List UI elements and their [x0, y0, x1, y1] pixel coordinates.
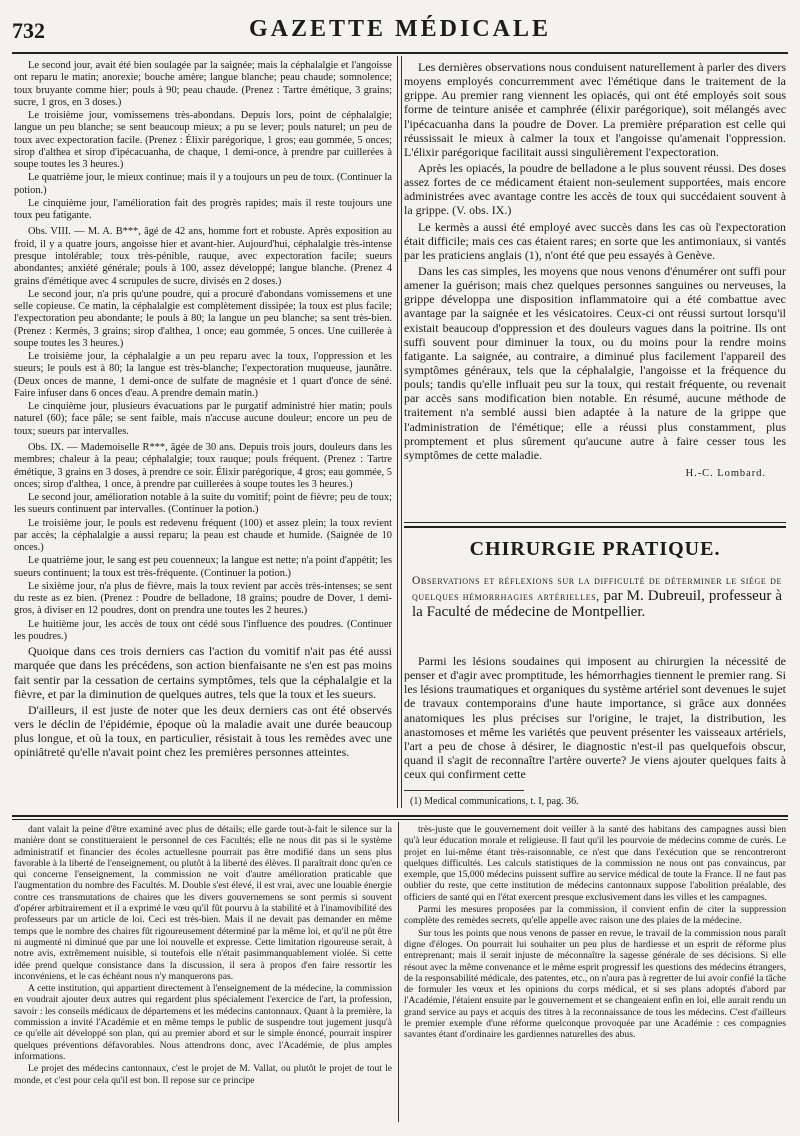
paragraph: D'ailleurs, il est juste de noter que les deux derniers cas ont été observés vers le déclin de l'épidémie, époque où la maladie avait une durée beaucoup plus longue, et où la toux, en particulier, résistait à tous les remèdes avec une opiniâtreté qu'elle n'avait point chez les premières personnes atteintes. — [14, 702, 392, 760]
footnote-rule — [404, 790, 524, 791]
footnote: (1) Medical communications, t. I, pag. 36. — [410, 796, 579, 807]
paragraph: très-juste que le gouvernement doit veiller à la santé des habitans des campagnes aussi bien qu'à leur éducation morale et religieuse. Il faut qu'il les pourvoie de médecins comme de curés. Le projet en lui-même étant très-raisonnable, ce n'est que dans l'exécution que se rencontreront quelques difficultés. Les calculs statistiques de la commission ne nous ont pas convaincus, par exemple, que 15,000 médecins puissent suffire au service médical de toute la France. Il ne faut pas oublier du reste, que cette institution de médecins cantonnaux suppose l'abolition préalable, des officiers de santé qui en l'état exercent presque exclusivement dans les villes et les campagnes. — [404, 824, 786, 903]
paragraph: Sur tous les points que nous venons de passer en revue, le travail de la commission nous paraît digne d'éloges. On pourrait lui souhaiter un peu plus de hardiesse et un esprit de réforme plus entreprenant; mais il serait injuste de méconnaître la sagesse générale de ses décisions. Si elle résout avec la même convenance et le même esprit progressif les questions des médecins étrangers, de la responsabilité médicale, des patentes, etc., on n'aura pas à regretter de lui avoir confié la tâche de formuler les vœux et les opinions du corps médical, et si ses plans adoptés d'abord par l'Académie, l'étaient ensuite par le gouvernement et se changeaient enfin en loi, elle aurait rendu un grand service au pays et acquis des titres à la reconnaissance de tous les médecins. C'est d'ailleurs le premier exemple d'une réforme quelconque provoquée par une Académie : ces compagnies savantes étant d'ordinaire les gardiennes naturelles des abus. — [404, 927, 786, 1041]
article-title — [412, 574, 782, 621]
paragraph: Quoique dans ces trois derniers cas l'action du vomitif n'ait pas été aussi marquée que dans les précédens, son action bienfaisante ne s'en est pas moins fait sentir par la cessation de certains symptômes, tels que la céphalalgie et la fièvre, et par la diminution de quelques autres, tels que la toux et les sueurs. — [14, 644, 392, 701]
paragraph: Le huitième jour, les accès de toux ont cédé sous l'influence des poudres. (Continuer les poudres.) — [14, 618, 392, 642]
article-title-text: Observations et réflexions sur la difficulté de déterminer le siége de quelques hémorrhagies artérielles, — [412, 575, 782, 603]
author-signature: H.-C. Lombard. — [685, 467, 766, 479]
paragraph: Les dernières observations nous conduisent naturellement à parler des divers moyens employés concurremment avec l'émétique dans le traitement de la grippe. Au premier rang viennent les opiacés, qui ont été employés soit sous forme de teinture anisée et camphrée (élixir parégorique), soit mélangés avec l'ipécacuanha dans la poudre de Dover. La première préparation est celle qui réussissait le mieux à calmer la toux et l'angoisse qu'amenait l'oppression. L'élixir parégorique facilitait aussi singulièrement l'expectoration. — [404, 60, 786, 159]
article-author: par M. Dubreuil, professeur à la Faculté de médecine de Montpellier. — [412, 588, 782, 620]
paragraph: A cette institution, qui appartient directement à l'enseignement de la médecine, la commission en voudrait ajouter deux autres qui regardent plus spécialement l'exercice de l'art, la profession, savoir : les conseils médicaux de départemens et les médecins cantonnaux. Quant à la première, la commission a invité l'Académie et en même temps le public de suspendre tout jugement jusqu'à ce qu'elle ait développé son plan, qui au premier abord et sur le simple énoncé, pourrait inspirer quelques préventions défavorables. Nous attendrons donc, avec l'Académie, de plus amples informations. — [14, 983, 392, 1062]
paragraph: Le quatrième jour, le mieux continue; mais il y a toujours un peu de toux. (Continuer la potion.) — [14, 172, 392, 196]
paragraph: Le sixième jour, n'a plus de fièvre, mais la toux revient par accès très-intenses; se sent du reste as ez bien. (Prenez : Poudre de belladone, 18 grains; poudre de Dover, 1 demi-gros, à diviser en 12 poudres, dont on prendra une toutes les 2 heures.) — [14, 580, 392, 617]
paragraph: Le quatrième jour, le sang est peu couenneux; la langue est nette; n'a point d'appétit; les sueurs continuent; la toux est très-fréquente. (Continuer la potion.) — [14, 555, 392, 579]
right-column-top — [404, 60, 786, 481]
section-rule — [404, 522, 786, 523]
section-title: CHIRURGIE PRATIQUE. — [469, 538, 721, 560]
paragraph: Parmi les lésions soudaines qui imposent au chirurgien la nécessité de penser et d'agir avec promptitude, les hémorrhagies tiennent le premier rang. Si les lésions traumatiques et organiques du système artériel sont devenues le sujet de travaux contemporains d'une haute importance, si grâce aux données anatomiques les plus précises sur l'origine, le trajet, la distribution, les anastomoses et même les variétés que peuvent présenter les vaisseaux artériels, l'art a peu de chose à désirer, le diagnostic n'est-il pas quelquefois obscur, quand il s'agit de reconnaître l'artère ouverte? Je viens ajouter quelques faits à ceux qui confirment cette — [404, 654, 786, 782]
paragraph: Le second jour, amélioration notable à la suite du vomitif; point de fièvre; peu de toux; les sueurs continuent par intervalles. (Continuer la potion.) — [14, 492, 392, 516]
paragraph: Obs. IX. — Mademoiselle R***, âgée de 30 ans. Depuis trois jours, douleurs dans les membres; chaleur à la peau; céphalalgie; toux rauque; pouls fréquent. (Prenez : Tartre émétique, 3 grains en 3 doses, à prendre ce soir. Élixir parégorique, 4 gros; eau gommée, 5 onces; sirop d'althea, 1 once, à prendre par cuillerées à soupe toutes les 3 heures.) — [14, 441, 392, 490]
paragraph: Dans les cas simples, les moyens que nous venons d'énumérer ont suffi pour amener la guérison; mais chez quelques personnes sanguines ou nerveuses, la grippe développa une disposition inflammatoire qui a été combattue avec avantage par la saignée et les vésicatoires. Ceux-ci ont réussi surtout lorsqu'il existait beaucoup d'oppression et des douleurs vagues dans la poitrine. Ils ont suffi souvent pour diminuer la toux, ou du moins pour la rendre moins fatigante. La saignée, au contraire, a diminué plus facilement l'appareil des symptômes généraux, tels que la céphalalgie, l'angoisse et la fréquence du pouls; tandis qu'elle influait peu sur la toux, qui restait fréquente, ou revenait par accès sans modification bien notable. En résumé, aucune méthode de traitement n'a semblé aussi bien adaptée à la nature de la grippe que l'administration de l'émétique; elle a réussi plus constamment, plus promptement et plus sûrement qu'aucune autre à faire cesser tous les symptômes de cette maladie. — [404, 263, 786, 462]
paragraph: dant valait la peine d'être examiné avec plus de détails; elle garde tout-à-fait le silence sur la manière dont se constitueraient le personnel de ces Facultés; elle ne nous dit pas si le système administratif et financier des écoles actuellesne pourrait pas être modifié dans un sens plus favorable à la liberté de l'enseignement, ou plutôt à la liberté des élèves. Il paraîtrait donc qu'en ce qui concerne l'enseignement, la commission ne voit d'autre amélioration praticable que l'augmentation du nombre des Facultés. M. Double s'est élevé, il est vrai, avec une louable énergie contre ces transmutations de chaires que les divers gouvernemens se sont permis si souvent d'opérer arbitrairement et il a exprimé le vœu qu'il fût pourvu à la stabilité et à l'inamovibilité des professeurs par un article de loi. Ceci est très-bien. Mais il ne devait pas demander en même temps que le nombre des chaires fût rigoureusement déterminé par la même loi, et qu'il ne pût être ni augmenté ni diminué que par une loi nouvelle et expresse. Cette limitation rigoureuse serait, à notre avis, extrêmement nuisible, si toutefois elle n'était pasimmanquablement violée. Si cette idée prend quelque consistance dans la discussion, il sera à propos d'en faire ressortir les inconvéniens, et le cas échéant nous n'y manquerons pas. — [14, 824, 392, 982]
column-divider — [397, 56, 398, 808]
header-rule — [12, 52, 788, 54]
section-rule — [404, 526, 786, 528]
left-column-top — [14, 60, 392, 761]
column-divider — [401, 56, 402, 808]
paragraph: Le kermès a aussi été employé avec succès dans les cas où l'expectoration était difficile; mais ces cas étaient rares; en sorte que les antimoniaux, si vantés par les praticiens anglais (1), n'ont été que peu essayés à Genève. — [404, 219, 786, 262]
paragraph: Le second jour, avait été bien soulagée par la saignée; mais la céphalalgie et l'angoisse ont reparu le matin; anorexie; bouche amère; langue blanche; peau chaude; somnolence; toux bruyante comme hier; pouls à 90; peau chaude. (Prenez : Tartre émétique, 3 grains; sucre, 1 gros, en 3 doses.) — [14, 60, 392, 108]
paragraph: Le second jour, n'a pris qu'une poudre, qui a procuré d'abondans vomissemens et une selle copieuse. Ce matin, la céphalalgie est complètement dissipée; la toux est plus facile; l'expectoration peu abondante; le pouls à 80; la langue un peu blanche; sa sent très-bien. (Prenez : Kermès, 3 grains; sirop d'althea, 1 once; eau gommée, 5 onces. Une cuillerée à soupe toutes les 3 heures.) — [14, 288, 392, 349]
right-column-article — [404, 654, 786, 783]
bottom-right-column — [404, 824, 786, 1042]
column-divider — [398, 822, 399, 1122]
paragraph: Le troisième jour, le pouls est redevenu fréquent (100) et assez plein; la toux revient par accès; la céphalalgie a aussi reparu; la peau est chaude et humide. (Saignée de 10 onces.) — [14, 517, 392, 554]
paragraph: Le cinquième jour, plusieurs évacuations par le purgatif administré hier matin; pouls naturel (60); face pâle; se sent faible, mais n'accuse aucune douleur; encore un peu de toux; sueurs par intervalles. — [14, 401, 392, 437]
feuilleton-rule — [12, 819, 788, 820]
bottom-left-column — [14, 824, 392, 1087]
paragraph: Parmi les mesures proposées par la commission, il convient enfin de citer la suppression complète des remèdes secrets, qu'elle appelle avec raison une des plaies de la médecine. — [404, 904, 786, 927]
page-header — [12, 14, 788, 54]
paragraph: Le projet des médecins cantonnaux, c'est le projet de M. Vallat, ou plutôt le projet de tout le monde, et c'est pour cela qu'il est bon. Il repose sur ce principe — [14, 1063, 392, 1086]
paragraph: Après les opiacés, la poudre de belladone a le plus souvent réussi. Des doses assez fortes de ce médicament étaient non-seulement supportées, mais encore administrées avec avantage contre les accès de toux qui succédaient souvent à la grippe. (V. obs. IX.) — [404, 160, 786, 218]
paragraph: Le cinquième jour, l'amélioration fait des progrès rapides; mais il reste toujours une toux peu fatigante. — [14, 197, 392, 222]
running-title: GAZETTE MÉDICALE — [248, 16, 552, 42]
page-number: 732 — [12, 18, 45, 43]
paragraph: Obs. VIII. — M. A. B***, âgé de 42 ans, homme fort et robuste. Après exposition au froid, il y a quatre jours, angoisse hier et avant-hier. Aujourd'hui, céphalalgie très-intense presque intolérable; toux très-pénible, rauque, avec expectoration facile; sueurs abondantes; anxiété générale; pouls à 100, assez développé; langue blanche. (Prenez 4 grains d'émétique avec 4 scrupules de sucre, divisés en 2 doses.) — [14, 226, 392, 287]
paragraph: Le troisième jour, la céphalalgie a un peu reparu avec la toux, l'oppression et les sueurs; le pouls est à 80; la langue est très-blanche; l'expectoration muqueuse, jaunâtre. (Deux onces de manne, 1 demi-once de sulfate de magnésie et 1 quart d'once de séné. Faire infuser dans 6 onces d'eau. A prendre demain matin.) — [14, 351, 392, 399]
paragraph: Le troisième jour, vomissemens très-abondans. Depuis lors, point de céphalalgie; langue un peu blanche; se sent beaucoup mieux; a pu se lever; pouls naturel; un peu de toux avec expectoration facile. (Prenez : Élixir parégorique, 1 gros; eau gommée, 5 onces; sirop d'althea et sirop d'ipécacuanha, de chaque, 1 demi-once, à prendre par cuillerées à soupe toutes les 3 heures.) — [14, 110, 392, 171]
feuilleton-rule — [12, 815, 788, 817]
